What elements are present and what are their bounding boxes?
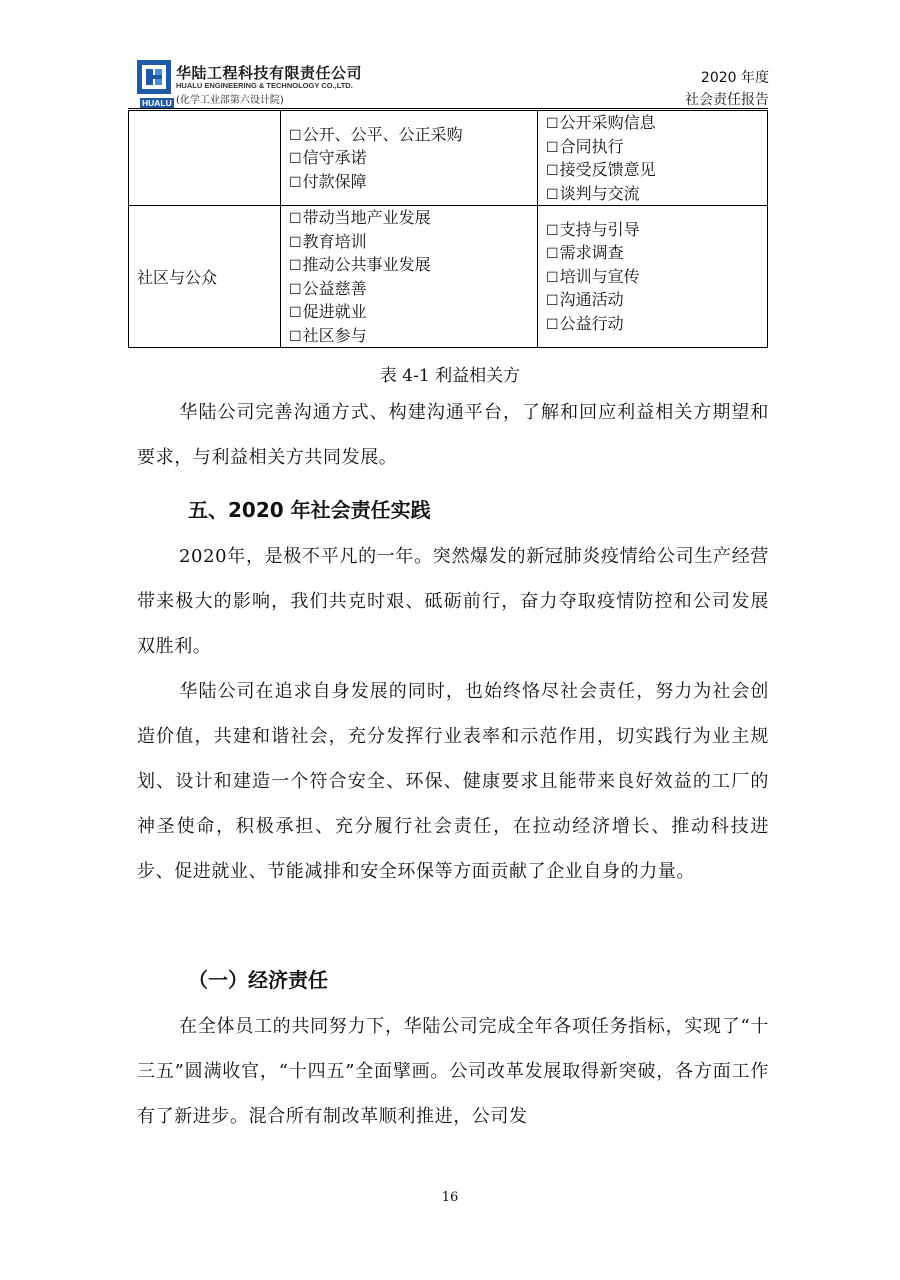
section-title-practice: 五、2020 年社会责任实践	[188, 498, 431, 522]
table-caption: 表 4-1 利益相关方	[379, 366, 521, 386]
checkbox-icon: ☐	[546, 163, 559, 179]
communication-item	[546, 288, 767, 312]
checkbox-icon: ☐	[289, 127, 302, 144]
communication-item	[546, 265, 767, 289]
checkbox-icon: ☐	[546, 186, 559, 203]
header-divider	[128, 108, 768, 109]
concern-item-label: 推动公共事业发展	[302, 255, 431, 274]
concern-item	[289, 230, 537, 254]
concern-item	[289, 300, 537, 324]
concern-item-label: 信守承诺	[302, 148, 367, 168]
communication-item-label: 需求调查	[559, 243, 624, 263]
communication-item-label: 公益行动	[559, 313, 624, 333]
communication-item-label: 公开采购信息	[559, 113, 656, 132]
concern-item	[289, 123, 537, 147]
table-row	[129, 111, 768, 206]
concern-item-label: 公开、公平、公正采购	[302, 124, 463, 144]
checkbox-icon: ☐	[289, 211, 302, 227]
checkbox-icon: ☐	[546, 293, 559, 310]
concerns-cell	[281, 111, 538, 206]
concerns-cell	[281, 206, 538, 348]
communication-cell	[538, 206, 768, 348]
communication-item-label: 合同执行	[559, 136, 624, 156]
checkbox-icon: ☐	[546, 222, 559, 239]
checkbox-icon: ☐	[546, 316, 559, 333]
paragraph-2020-overview: 2020年，是极不平凡的一年。突然爆发的新冠肺炎疫情给公司生产经营带来极大的影响，我们共克时艰、砥砺前行，奋力夺取疫情防控和公司发展双胜利。	[137, 546, 769, 657]
checkbox-icon: ☐	[289, 328, 302, 345]
checkbox-icon: ☐	[546, 116, 559, 132]
communication-item	[546, 135, 767, 159]
concern-item-label: 付款保障	[302, 171, 367, 191]
communication-item-label: 支持与引导	[559, 219, 640, 239]
checkbox-icon: ☐	[289, 151, 302, 168]
concern-item	[289, 277, 537, 301]
communication-item	[546, 241, 767, 265]
company-subtitle: (化学工业部第六设计院)	[176, 95, 284, 106]
concern-item-label: 社区参与	[302, 325, 367, 345]
concern-item	[289, 324, 537, 348]
paragraph-communication: 华陆公司完善沟通方式、构建沟通平台，了解和回应利益相关方期望和要求，与利益相关方共同发展。	[137, 402, 769, 468]
stakeholder-table	[128, 110, 768, 348]
checkbox-icon: ☐	[546, 246, 559, 263]
stakeholder-cell: 社区与公众	[129, 206, 281, 348]
communication-item	[546, 158, 767, 182]
communication-item-label: 谈判与交流	[559, 183, 640, 203]
checkbox-icon: ☐	[289, 234, 302, 251]
concern-item	[289, 146, 537, 170]
communication-item-label: 培训与宣传	[559, 266, 640, 286]
checkbox-icon: ☐	[546, 269, 559, 286]
concern-item	[289, 170, 537, 194]
stakeholder-cell	[129, 111, 281, 206]
communication-item	[546, 312, 767, 336]
checkbox-icon: ☐	[289, 281, 302, 298]
section-title-economic: （一）经济责任	[188, 968, 328, 992]
checkbox-icon: ☐	[289, 174, 302, 191]
concern-item	[289, 253, 537, 277]
communication-item-label: 沟通活动	[559, 290, 624, 310]
paragraph-responsibility: 华陆公司在追求自身发展的同时，也始终恪尽社会责任，努力为社会创造价值，共建和谐社会，充分发挥行业表率和示范作用，切实践行为业主规划、设计和建造一个符合安全、环保、健康要求且能带来良好效益的工厂的神圣使命，积极承担、充分履行社会责任，在拉动经济增长、推动科技进步、促进就业、节能减排和安全环保等方面贡献了企业自身的力量。	[137, 681, 769, 882]
concern-item	[289, 206, 537, 230]
report-year: 2020 年度	[700, 70, 769, 86]
page-header	[0, 0, 900, 110]
communication-item	[546, 111, 767, 135]
concern-item-label: 促进就业	[302, 302, 367, 321]
concern-item-label: 教育培训	[302, 231, 367, 251]
communication-cell	[538, 111, 768, 206]
logo-wordmark: HUALU	[142, 98, 172, 108]
checkbox-icon: ☐	[289, 258, 302, 274]
company-name-cn: 华陆工程科技有限责任公司	[176, 64, 363, 82]
checkbox-icon: ☐	[289, 305, 302, 321]
paragraph-economic: 在全体员工的共同努力下，华陆公司完成全年各项任务指标，实现了“十三五”圆满收官，“十四五”全面擘画。公司改革发展取得新突破，各方面工作有了新进步。混合所有制改革顺利推进，公司发	[137, 1016, 769, 1127]
page-number: 16	[441, 1190, 459, 1205]
company-name-en: HUALU ENGINEERING & TECHNOLOGY CO.,LTD.	[176, 81, 353, 90]
concern-item-label: 带动当地产业发展	[302, 208, 431, 227]
communication-item	[546, 218, 767, 242]
checkbox-icon: ☐	[546, 139, 559, 156]
report-title: 社会责任报告	[685, 92, 769, 108]
concern-item-label: 公益慈善	[302, 278, 367, 298]
communication-item	[546, 182, 767, 206]
table-row	[129, 206, 768, 348]
communication-item-label: 接受反馈意见	[559, 160, 656, 179]
